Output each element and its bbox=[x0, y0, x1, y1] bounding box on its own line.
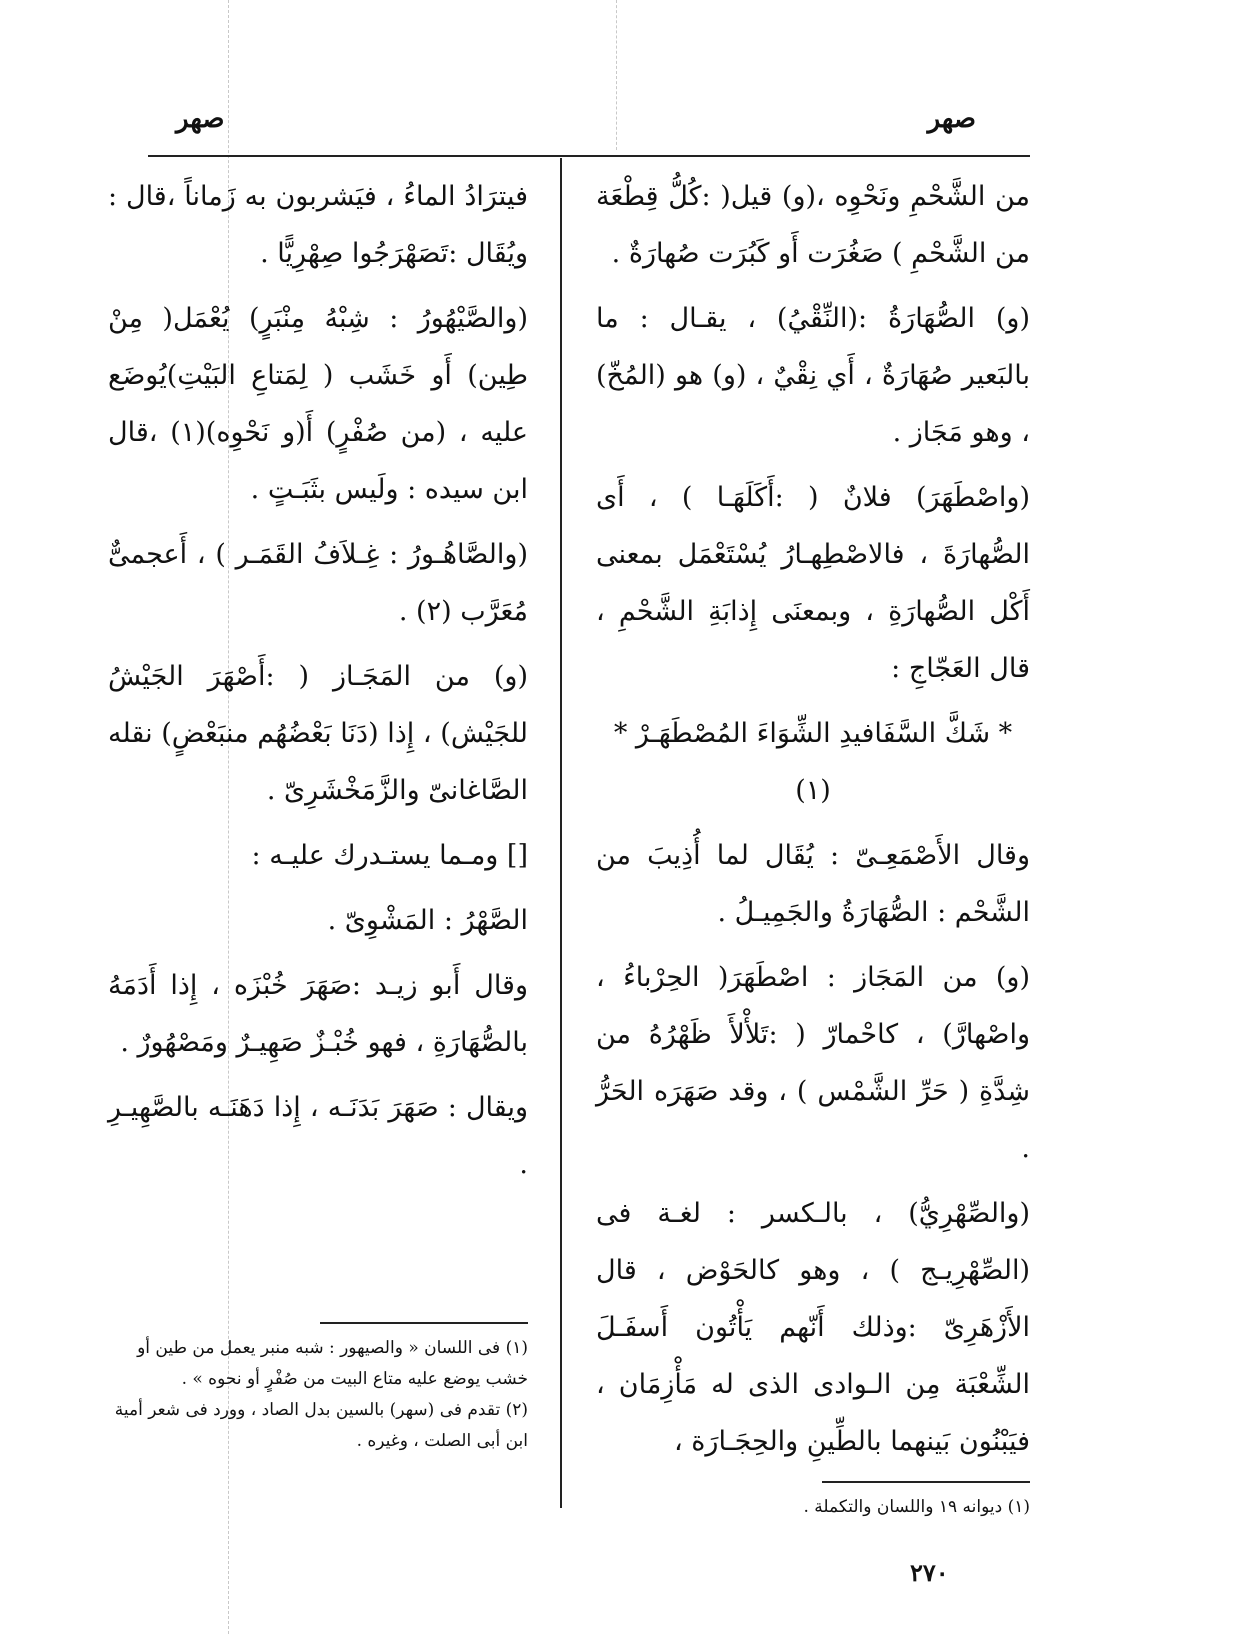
entry-paragraph: الصَّهْرُ : المَشْوِىّ . bbox=[327, 905, 528, 936]
column-divider bbox=[560, 158, 562, 1508]
entry-paragraph: (والصَّاهُـورُ : غِـلاَفُ القَمَـر ) ، أَعجمىٌّ مُعَرَّب (٢) . bbox=[108, 539, 528, 627]
verse-line: * شَكَّ السَّفَافيدِ الشِّوَاءَ المُصْطَهَـرْ * (١) bbox=[613, 718, 1013, 806]
page-number: ٢٧٠ bbox=[910, 1558, 949, 1587]
entry-paragraph: (والصَّيْهُورُ : شِبْهُ مِنْبَرٍ) يُعْمَل( مِنْ طِين) أَو خَشَب ( لِمَتاعِ البَيْتِ)يُوضَع عليه ، (من صُفْرٍ) أَ(و نَحْوِه)(١) ،قال ابن سيده : ولَيس بثَبَـتٍ . bbox=[108, 303, 528, 505]
running-head-right: صهر bbox=[927, 104, 976, 134]
scan-guide-line bbox=[616, 0, 617, 150]
footnotes-right bbox=[596, 1492, 1030, 1523]
entry-paragraph: وقال الأَصْمَعِـىّ : يُقَال لما أُذِيبَ من الشَّحْم : الصُّهَارَةُ والجَمِيـلُ . bbox=[596, 840, 1030, 928]
entry-paragraph: (و) من المَجَـاز ( :أَصْهَرَ الجَيْشُ للجَيْش) ، إِذا (دَنَا بَعْضُهُم منبَعْضٍ) نقله الصَّاغانىّ والزَّمَخْشَرِىّ . bbox=[108, 661, 528, 806]
running-head-left: صهر bbox=[176, 104, 225, 134]
left-column bbox=[108, 168, 528, 1201]
entry-paragraph: (واصْطَهَرَ) فلانٌ ( :أَكَلَهَـا ) ، أَى الصُّهارَةَ ، فالاصْطِهـارُ يُسْتَعْمَل بمعنى أَكْل الصُّهارَةِ ، وبمعنَى إِذابَةِ الشَّحْمِ ، قال العَجّاجِ : bbox=[596, 482, 1030, 684]
entry-paragraph: (و) من المَجَاز : اصْطَهَرَ( الحِرْباءُ ، واصْهارَّ) ، كاحْمارّ ( :تَلأْلأَ ظَهْرُهُ من شِدَّةِ ( حَرِّ الشَّمْس ) ، وقد صَهَرَه الحَرُّ . bbox=[596, 962, 1030, 1164]
entry-paragraph: (و) الصُّهَارَةُ :(النِّقْيُ) ، يقـال : ما بالبَعير صُهَارَةٌ ، أَي نِقْيٌ ، (و) هو (المُخّ) ، وهو مَجَاز . bbox=[596, 303, 1030, 448]
entry-paragraph: وقال أَبو زيـد :صَهَرَ خُبْزَه ، إِذا أَدَمَهُ بالصُّهَارَةِ ، فهو خُبْـزٌ صَهِيـرٌ ومَصْهُورٌ . bbox=[108, 970, 528, 1058]
footnote: (١) ديوانه ١٩ واللسان والتكملة . bbox=[803, 1497, 1030, 1517]
entry-paragraph: (والصِّهْرِيُّ) ، بالـكسر : لغـة فى (الصِّهْرِيـج ) ، وهو كالحَوْض ، قال الأَزْهَرِىّ :وذلك أَنّهم يَأْتُون أَسفَـلَ الشِّعْبَة مِن الـوادى الذى له مَأْزِمَان ، فيَبْنُون بَينهما بالطِّينِ والحِجَـارَة ، bbox=[596, 1198, 1030, 1457]
addendum-heading: [] ومـما يستـدرك عليـه : bbox=[251, 840, 528, 871]
entry-paragraph: فيترَادُ الماءُ ، فيَشربون به زَماناً ،قال : ويُقَال :تَصَهْرَجُوا صِهْرِيًّا . bbox=[108, 181, 528, 269]
right-column bbox=[596, 168, 1030, 1478]
footnote: (٢) تقدم فى (سهر) بالسين بدل الصاد ، وورد فى شعر أمية ابن أبى الصلت ، وغيره . bbox=[114, 1400, 528, 1451]
footnote-rule bbox=[320, 1322, 528, 1324]
footnote: (١) فى اللسان « والصيهور : شبه منبر يعمل من طين أو خشب يوضع عليه متاع البيت من صُفْرٍ أو نحوه » . bbox=[137, 1338, 528, 1389]
footnote-rule bbox=[822, 1481, 1030, 1483]
entry-paragraph: ويقال : صَهَرَ بَدَنَـه ، إِذا دَهَنَـه بالصَّهِيـرِ . bbox=[108, 1092, 528, 1180]
header-rule bbox=[148, 155, 1030, 157]
entry-paragraph: من الشَّحْمِ ونَحْوِه ،(و) قيل( :كُلُّ قِطْعَة من الشَّحْمِ ) صَغُرَت أَو كَبُرَت صُهارَةٌ . bbox=[596, 181, 1030, 269]
footnotes-left bbox=[108, 1333, 528, 1457]
